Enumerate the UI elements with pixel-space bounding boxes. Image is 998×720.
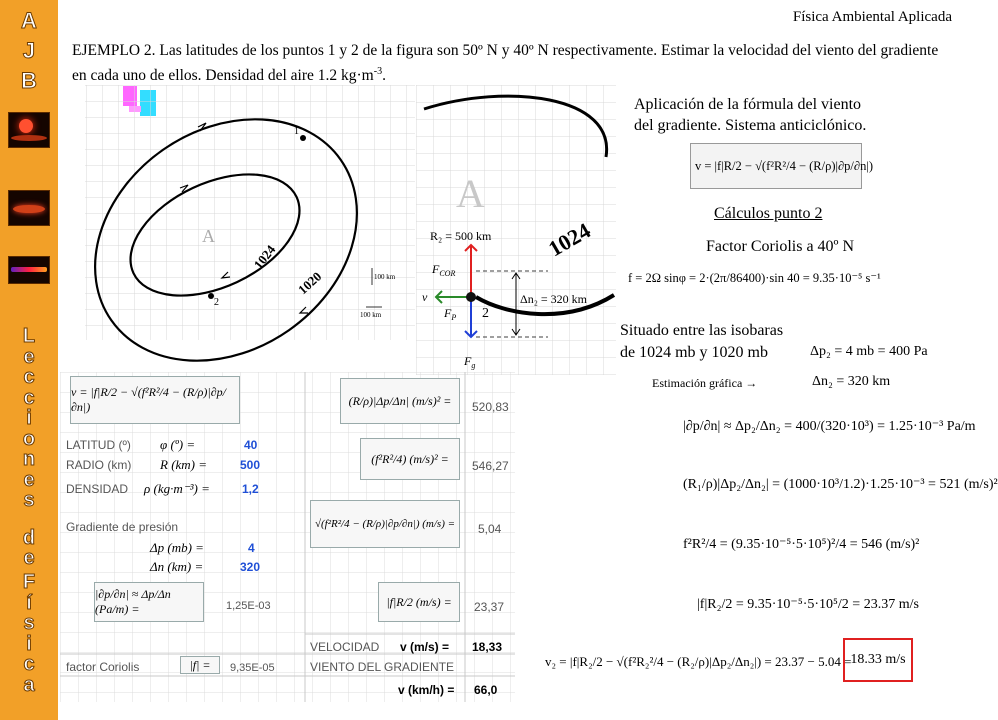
letter: n: [22, 448, 36, 470]
letter: L: [22, 325, 36, 347]
thumbnail-image: [8, 190, 50, 226]
radius-value: 500: [240, 458, 261, 472]
zoom-center-label: A: [456, 171, 485, 216]
sheet-row-label: RADIO (km): [66, 458, 132, 472]
final-result-box: [843, 638, 913, 682]
result-value: 546,27: [472, 459, 509, 473]
sidebar-word-fisica: [0, 572, 58, 695]
letter: J: [22, 38, 36, 63]
coriolis-value: 9,35E-05: [230, 662, 275, 674]
calc-title: Cálculos punto 2: [714, 205, 823, 222]
thumbnail-image: [8, 112, 50, 148]
coriolis-title: Factor Coriolis a 40º N: [706, 238, 855, 255]
gradient-wind-formula: v = |f|R/2 − √(f²R²/4 − (R/ρ)|∂p/∂n|): [690, 143, 862, 189]
letter: A: [21, 8, 37, 33]
grad-value: 1,25E-03: [226, 600, 271, 612]
point-2-zoom: [466, 292, 476, 302]
sheet-row-label: DENSIDAD: [66, 482, 129, 496]
gradient-equation: |∂p/∂n| ≈ Δp₂/Δn₂ = 400/(320·10³) = 1.25·10⁻³ Pa/m: [683, 419, 976, 434]
isobar-1024-label: 1024: [250, 242, 279, 272]
final-result: 18.33 m/s: [850, 652, 906, 667]
letter: i: [26, 407, 32, 429]
coriolis-label: factor Coriolis: [66, 660, 140, 674]
velocity-label: v: [422, 290, 428, 304]
letter: í: [26, 591, 32, 614]
point-2-zoom-label: 2: [482, 306, 489, 321]
dn-equation: Δn₂ = 320 km: [812, 374, 891, 389]
isobar-1024-zoom-label: 1024: [544, 217, 595, 262]
point-2-label: 2: [214, 297, 219, 308]
result-value: 520,83: [472, 400, 509, 414]
problem-end: .: [382, 67, 386, 85]
wind-label: VIENTO DEL GRADIENTE: [310, 660, 455, 674]
sheet-formula: v = |f|R/2 − √(f²R²/4 − (R/ρ)|∂p/∂n|): [70, 376, 240, 424]
intro-line-2: del gradiente. Sistema anticiclónico.: [634, 117, 867, 134]
sheet-row-symbol: R (km) =: [160, 457, 208, 472]
letter: d: [22, 527, 36, 549]
letter: F: [22, 571, 36, 593]
sheet-row-symbol: φ (º) =: [160, 437, 196, 452]
sidebar-initials: [0, 6, 58, 96]
isobar-1020-label: 1020: [294, 268, 325, 298]
dp-value: 4: [248, 541, 255, 555]
letter: s: [23, 489, 35, 511]
delta-n-label: Δn₂ = 320 km: [520, 292, 588, 306]
force-p-label: $F_P$: [444, 306, 457, 322]
isobar-text-2: de 1024 mb y 1020 mb: [620, 344, 768, 361]
letter: c: [23, 366, 35, 388]
zoom-diagram: [416, 85, 616, 375]
radius-label: R₂ = 500 km: [430, 229, 492, 243]
result-value: 5,04: [478, 522, 502, 536]
letter: o: [22, 427, 36, 450]
grafica-label: Estimación gráfica →: [652, 376, 758, 390]
letter: a: [23, 673, 35, 696]
sidebar-word-lecciones: [0, 326, 58, 511]
map-center-label: A: [202, 226, 215, 246]
point-1-label: 1: [294, 126, 299, 137]
velocity-label: VELOCIDAD: [310, 640, 380, 654]
coriolis-equation: f = 2Ω sinφ = 2·(2π/86400)·sin 40 = 9.35·10⁻⁵ s⁻¹: [628, 271, 881, 285]
coriolis-symbol: |f| =: [180, 656, 220, 674]
result-value: 23,37: [474, 600, 505, 614]
isobar-text-1: Situado entre las isobaras: [620, 322, 784, 339]
grad-symbol: |∂p/∂n| ≈ Δp/Δn (Pa/m) =: [94, 582, 204, 622]
problem-statement: [72, 40, 952, 86]
v-ms-value: 18,33: [472, 640, 503, 654]
sidebar-word-de: [0, 528, 58, 568]
sheet-row-symbol: ρ (kg·m⁻³) =: [144, 481, 210, 496]
dp-equation: Δp₂ = 4 mb = 400 Pa: [810, 344, 928, 359]
intro-line-1: Aplicación de la fórmula del viento: [634, 96, 862, 113]
scale-label-h: 100 km: [360, 311, 382, 319]
gradient-title: Gradiente de presión: [66, 520, 179, 534]
letter: B: [21, 68, 37, 93]
result-expr: (f²R²/4) (m/s)² =: [360, 438, 460, 480]
dp-symbol: Δp (mb) =: [150, 540, 204, 555]
scale-label-v: 100 km: [374, 273, 396, 281]
thumbnail-image: [8, 256, 50, 284]
final-equation: v₂ = |f|R₂/2 − √(f²R₂²/4 − (R₂/ρ)|Δp₂/Δn₂|) = 23.37 − 5.04 =: [545, 654, 852, 669]
density-value: 1,2: [242, 482, 259, 496]
latitude-value: 40: [244, 438, 258, 452]
letter: c: [23, 386, 35, 409]
term2-equation: f²R²/4 = (9.35·10⁻⁵·5·10⁵)²/4 = 546 (m/s)²: [683, 537, 920, 552]
sidebar-band: [0, 0, 58, 720]
term1-equation: (R₁/ρ)|Δp₂/Δn₂| = (1000·10³/1.2)·1.25·10⁻³ = 521 (m/s)²: [683, 477, 998, 492]
letter: e: [23, 547, 35, 569]
sheet-row-label: LATITUD (º): [66, 438, 131, 452]
letter: e: [23, 345, 35, 368]
result-expr: |f|R/2 (m/s) =: [378, 582, 460, 622]
v-kmh-value: 66,0: [474, 683, 498, 697]
term3-equation: |f|R₂/2 = 9.35·10⁻⁵·5·10⁵/2 = 23.37 m/s: [697, 597, 919, 612]
result-expr: √(f²R²/4 − (R/ρ)|∂p/∂n|) (m/s) =: [310, 500, 460, 548]
spreadsheet: [60, 372, 515, 702]
force-cor-label: $F_{COR}$: [432, 262, 456, 278]
map-grid: [85, 85, 415, 340]
point-1: [300, 135, 306, 141]
v-ms-label: v (m/s) =: [400, 640, 450, 654]
letter: e: [23, 468, 35, 491]
dn-symbol: Δn (km) =: [150, 559, 204, 574]
letter: i: [26, 632, 32, 655]
result-expr: (R/ρ)|Δp/Δn| (m/s)² =: [340, 378, 460, 424]
isobar-map: [70, 85, 415, 340]
header-title: Física Ambiental Aplicada: [792, 9, 952, 25]
letter: c: [23, 653, 35, 675]
force-g-label: $F_g$: [464, 354, 476, 370]
v-kmh-label: v (km/h) =: [398, 683, 455, 697]
problem-text: EJEMPLO 2. Las latitudes de los puntos 1 y 2 de la figura son 50º N y 40º N respectivamente. Estimar la velocidad del viento del gradiente en cada uno de ellos. Densidad del aire 1.2 kg·m: [72, 42, 939, 85]
letter: s: [23, 612, 35, 634]
dn-value: 320: [240, 560, 261, 574]
density-exponent: -3: [373, 66, 383, 77]
